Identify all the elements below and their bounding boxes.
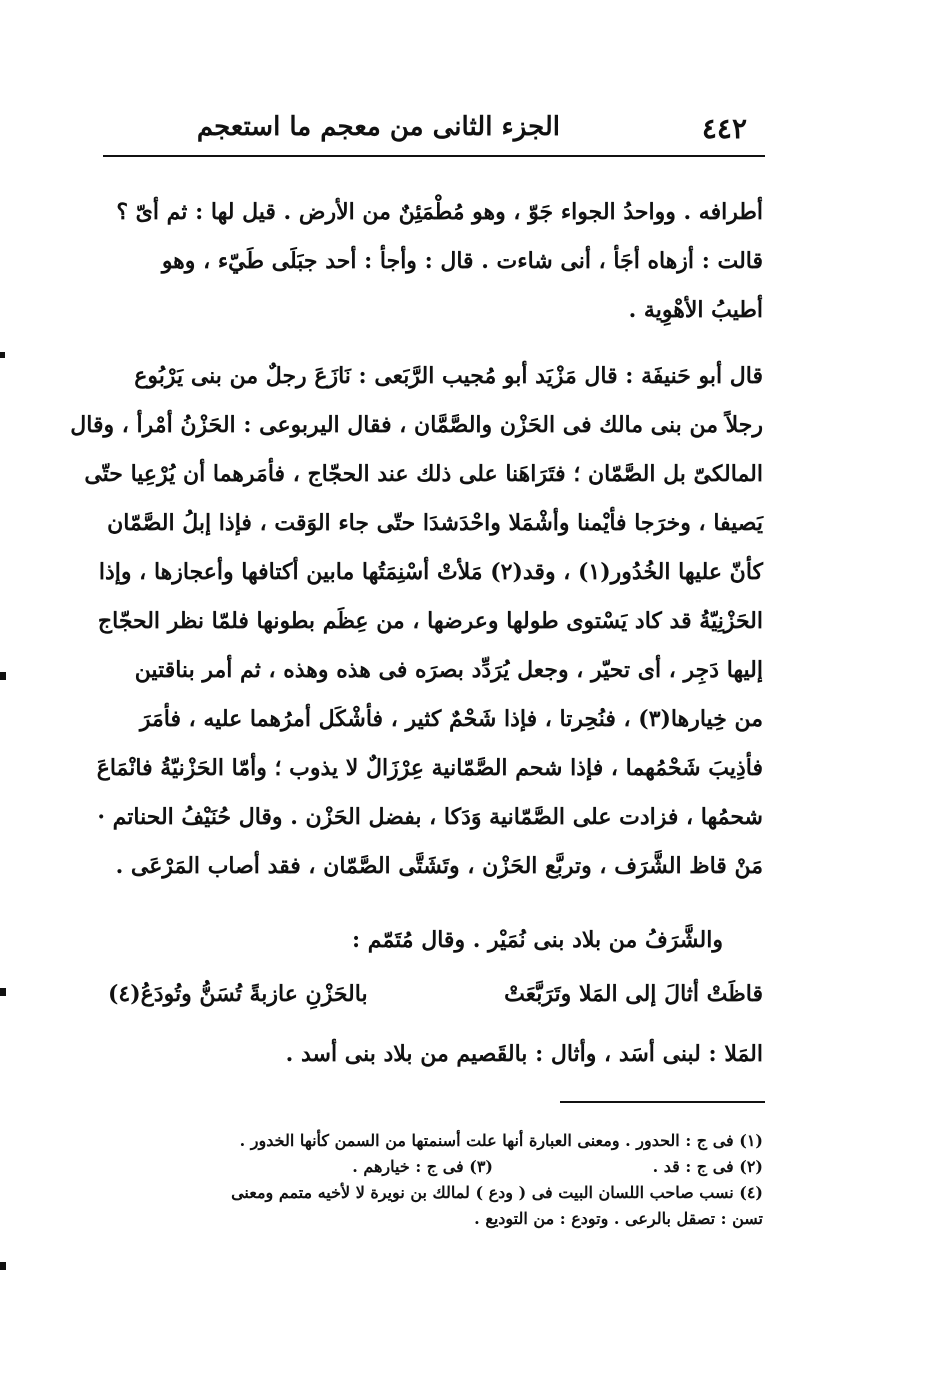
text-line: المَلا : لبنى أسَد ، وأثال : بالقَصيم من بلاد بنى أسد . [285, 1041, 763, 1067]
text-line: والشَّرَفُ من بلاد بنى نُمَيْر . وقال مُتَمّم : [352, 927, 723, 953]
footnote-rule [560, 1101, 765, 1103]
text-line: قالت : أزهاه أجَأ ، أنى شاءت . قال : وأجأ : أحد جبَلَى طَيّء ، وهو [161, 248, 763, 274]
text-line: فأذِيبَ شَحْمُهما ، فإذا شحم الصَّمّانية عِرْزَالٌ لا يذوب ؛ وأمّا الحَزْنيّةُ فانْمَاعَ [96, 755, 763, 781]
text-line: مَنْ قاظ الشَّرَف ، وتربَّع الحَزْن ، وتَشَتَّى الصَّمّان ، فقد أصاب المَرْعَى . [115, 853, 763, 879]
header-rule [103, 155, 765, 157]
text-line: الحَزْنِيّةُ قد كاد يَسْتوى طولها وعرضها ، من عِظَم بطونها فلمّا نظر الحجّاج [97, 608, 763, 634]
running-title: الجزء الثانى من معجم ما استعجم [196, 112, 560, 142]
text-line: أطرافه . وواحدُ الجواء جَوّ ، وهو مُطْمَئِنٌ من الأرض . قيل لها : ثم أىّ ؟ [116, 199, 763, 225]
text-line: شحمُها ، فزادت على الصَّمّانية وَدَكا ، بفضل الحَزْن . وقال حُنَيْفُ الحناتم · [97, 804, 763, 830]
text-line: قال أبو حَنيفَة : قال مَزْيَد أبو مُجيب الرَّبَعى : نَازَعَ رجلٌ من بنى يَرْبُوع [134, 363, 763, 389]
paragraph-2 [70, 352, 763, 891]
text-line: أطيبُ الأهْوِية . [628, 297, 763, 323]
page-number: ٤٤٢ [701, 112, 747, 145]
text-line: إليها دَجِر ، أى تحيّر ، وجعل يُرَدِّد بصرَه فى هذه وهذه ، ثم أمر بناقتين [134, 657, 763, 683]
text-line: كأنّ عليها الخُدُور(١) ، وقد(٢) مَلأتْ أسْنِمَتُها مابين أكتافها وأعجازها ، وإذا [98, 559, 763, 585]
footnote-4: (٤) نسب صاحب اللسان البيت فى ( ودع ) لمالك بن نويرة لا لأخيه متمم ومعنى [231, 1183, 763, 1202]
footnote-1: (١) فى ج : الحدور . ومعنى العبارة أنها علت أسنمتها من السمن كأنها الخدور . [239, 1131, 763, 1150]
footnote-4-continued: تسن : تصقل بالرعى . وتودع : من التوديع . [474, 1209, 763, 1228]
paragraph-3 [108, 916, 763, 965]
scan-edge-mark [0, 352, 5, 358]
paragraph-1 [108, 188, 763, 335]
text-line: المالكىّ بل الصَّمّان ؛ فتَرَاهَنا على ذلك عند الحجّاج ، فأمَرهما أن يُرْعِيا حتّى [84, 461, 763, 487]
footnote-2: (٢) فى ج : قد . [652, 1157, 763, 1176]
verse-first-hemistich: قاظَتْ أثالَ إلى المَلا وتَرَبَّعَتْ [504, 981, 763, 1007]
footnote-3: (٣) فى ج : خيارهم . [352, 1157, 493, 1176]
poetry-verse [108, 970, 763, 1019]
page-header [105, 110, 765, 154]
footnote-row [108, 1154, 763, 1180]
scan-edge-mark [0, 1262, 6, 1270]
scan-edge-mark [0, 988, 6, 996]
scan-edge-mark [0, 672, 6, 680]
text-line: رجلاً من بنى مالك فى الحَزْن والصَّمَّان ، فقال اليربوعى : الحَزْنُ أمْرأ ، وقال [70, 412, 763, 438]
text-line: من خِيارها(٣) ، فنُحِرتا ، فإذا شَحْمٌ كثير ، فأشْكَل أمرُهما عليه ، فأمَرَ [139, 706, 763, 732]
footnotes [108, 1128, 763, 1232]
text-line: يَصيفا ، وخرَجا فأيْمنا وأشْمَلا واحْدَشدَا حتّى جاء الوَقت ، فإذا إبلُ الصَّمّان [107, 510, 763, 536]
verse-second-hemistich: بالحَزْنِ عازبةً تُسَنُّ وتُودَعُ(٤) [108, 981, 368, 1007]
paragraph-5 [108, 1030, 763, 1079]
